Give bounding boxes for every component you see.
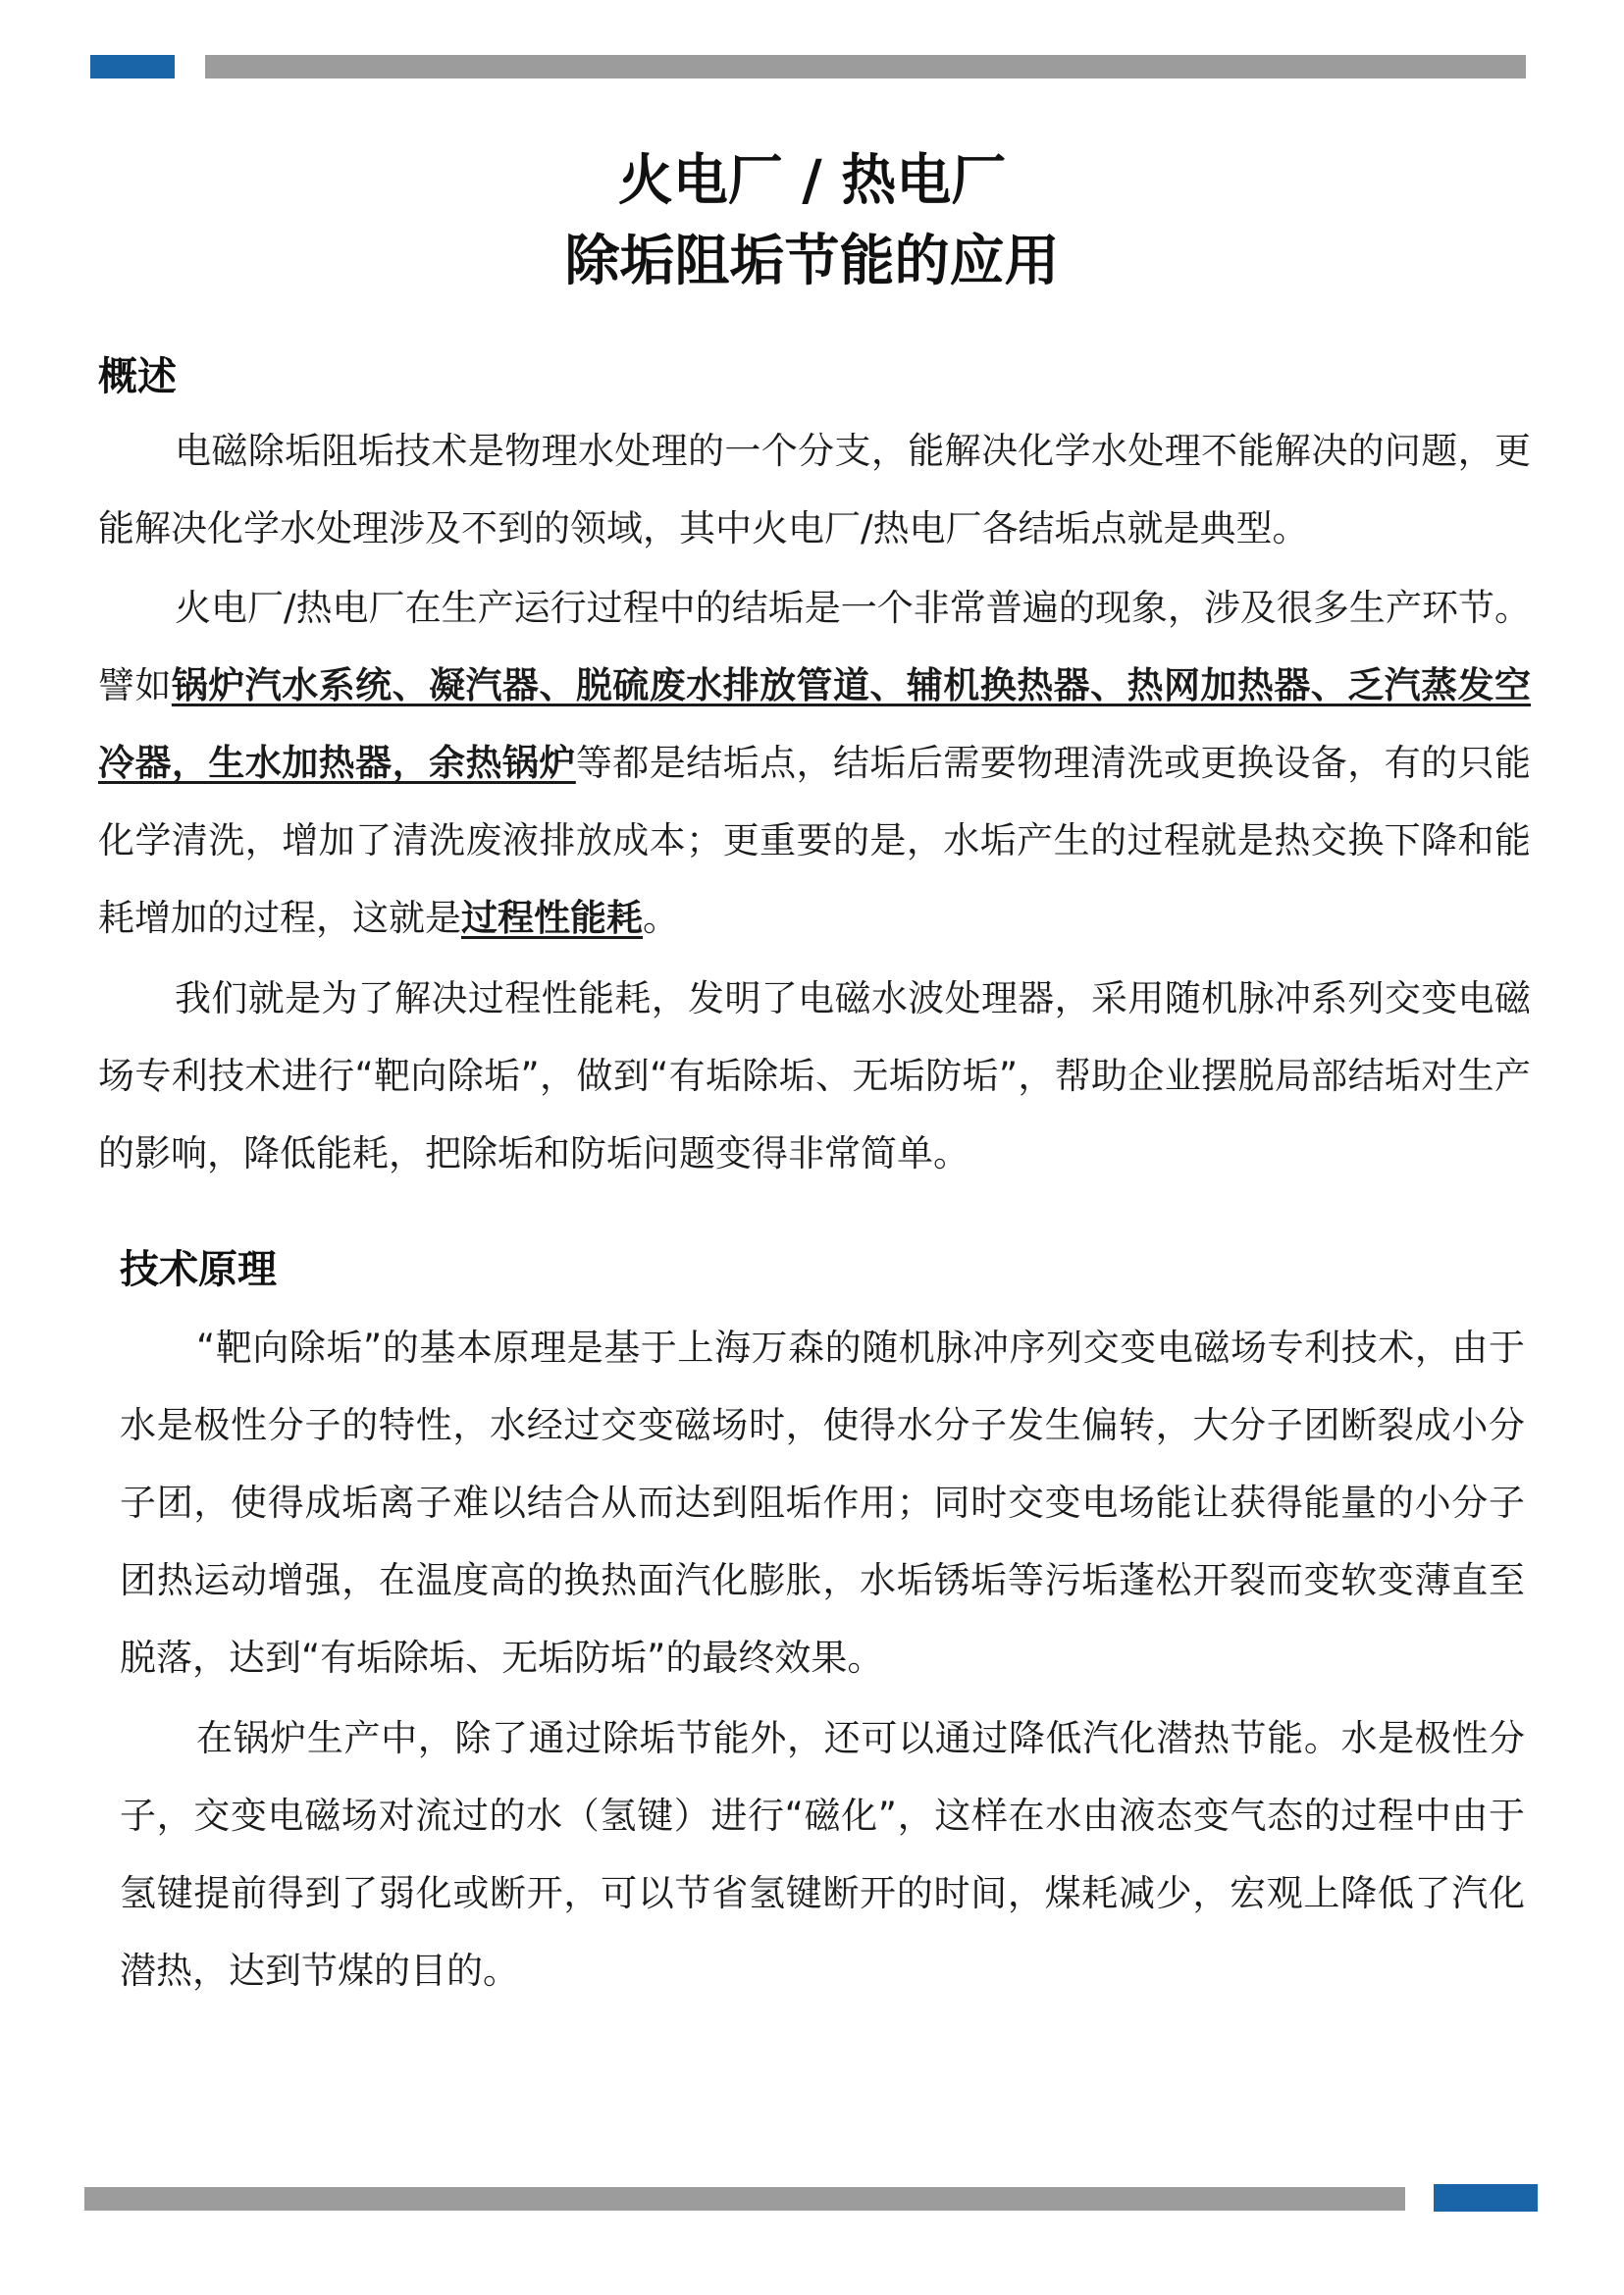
overview-paragraph-2 [98, 569, 1531, 957]
principle-paragraph-1: “靶向除垢”的基本原理是基于上海万森的随机脉冲序列交变电磁场专利技术，由于水是极性分子的特性，水经过交变磁场时，使得水分子发生偏转，大分子团断裂成小分子团，使得成垢离子难以结合从而达到阻垢作用；同时交变电场能让获得能量的小分子团热运动增强，在温度高的换热面汽化膨胀，水垢锈垢等污垢蓬松开裂而变软变薄直至脱落，达到“有垢除垢、无垢防垢”的最终效果。 [120, 1327, 1525, 1679]
header-accent-bar-blue [90, 55, 175, 78]
overview-paragraph-2-text-b: 等都是结垢点，结垢后需要物理清洗或更换设备，有的只能化学清洗，增加了清洗废液排放成本；更重要的是，水垢产生的过程就是热交换下降和能耗增加的过程，这就是 [98, 742, 1532, 939]
footer-accent-bar-blue [1434, 2184, 1538, 2212]
scaling-points-highlight: 锅炉汽水系统、凝汽器、脱硫废水排放管道、辅机换热器、热网加热器、乏汽蒸发空冷器，生水加热器，余热锅炉 [98, 664, 1532, 784]
page-title-line2: 除垢阻垢节能的应用 [564, 230, 1060, 293]
page-title-line1: 火电厂 / 热电厂 [617, 149, 1007, 213]
header-accent-bar-gray [205, 55, 1526, 78]
section-heading-principle: 技术原理 [120, 1247, 277, 1292]
principle-paragraph-2: 在锅炉生产中，除了通过除垢节能外，还可以通过降低汽化潜热节能。水是极性分子，交变电磁场对流过的水（氢键）进行“磁化”，这样在水由液态变气态的过程中由于氢键提前得到了弱化或断开，可以节省氢键断开的时间，煤耗减少，宏观上降低了汽化潜热，达到节煤的目的。 [120, 1717, 1525, 1992]
overview-paragraph-3: 我们就是为了解决过程性能耗，发明了电磁水波处理器，采用随机脉冲系列交变电磁场专利技术进行“靶向除垢”，做到“有垢除垢、无垢防垢”，帮助企业摆脱局部结垢对生产的影响，降低能耗，把除垢和防垢问题变得非常简单。 [98, 977, 1531, 1174]
overview-paragraph-1: 电磁除垢阻垢技术是物理水处理的一个分支，能解决化学水处理不能解决的问题，更能解决化学水处理涉及不到的领域，其中火电厂/热电厂各结垢点就是典型。 [98, 430, 1531, 549]
footer-accent-bar-gray [84, 2187, 1405, 2211]
overview-paragraph-2-text-a: 火电厂/热电厂在生产运行过程中的结垢是一个非常普遍的现象，涉及很多生产环节。譬如 [98, 587, 1531, 706]
process-energy-highlight: 过程性能耗 [461, 897, 643, 939]
section-heading-overview: 概述 [98, 354, 177, 399]
overview-paragraph-2-text-c: 。 [643, 897, 679, 939]
